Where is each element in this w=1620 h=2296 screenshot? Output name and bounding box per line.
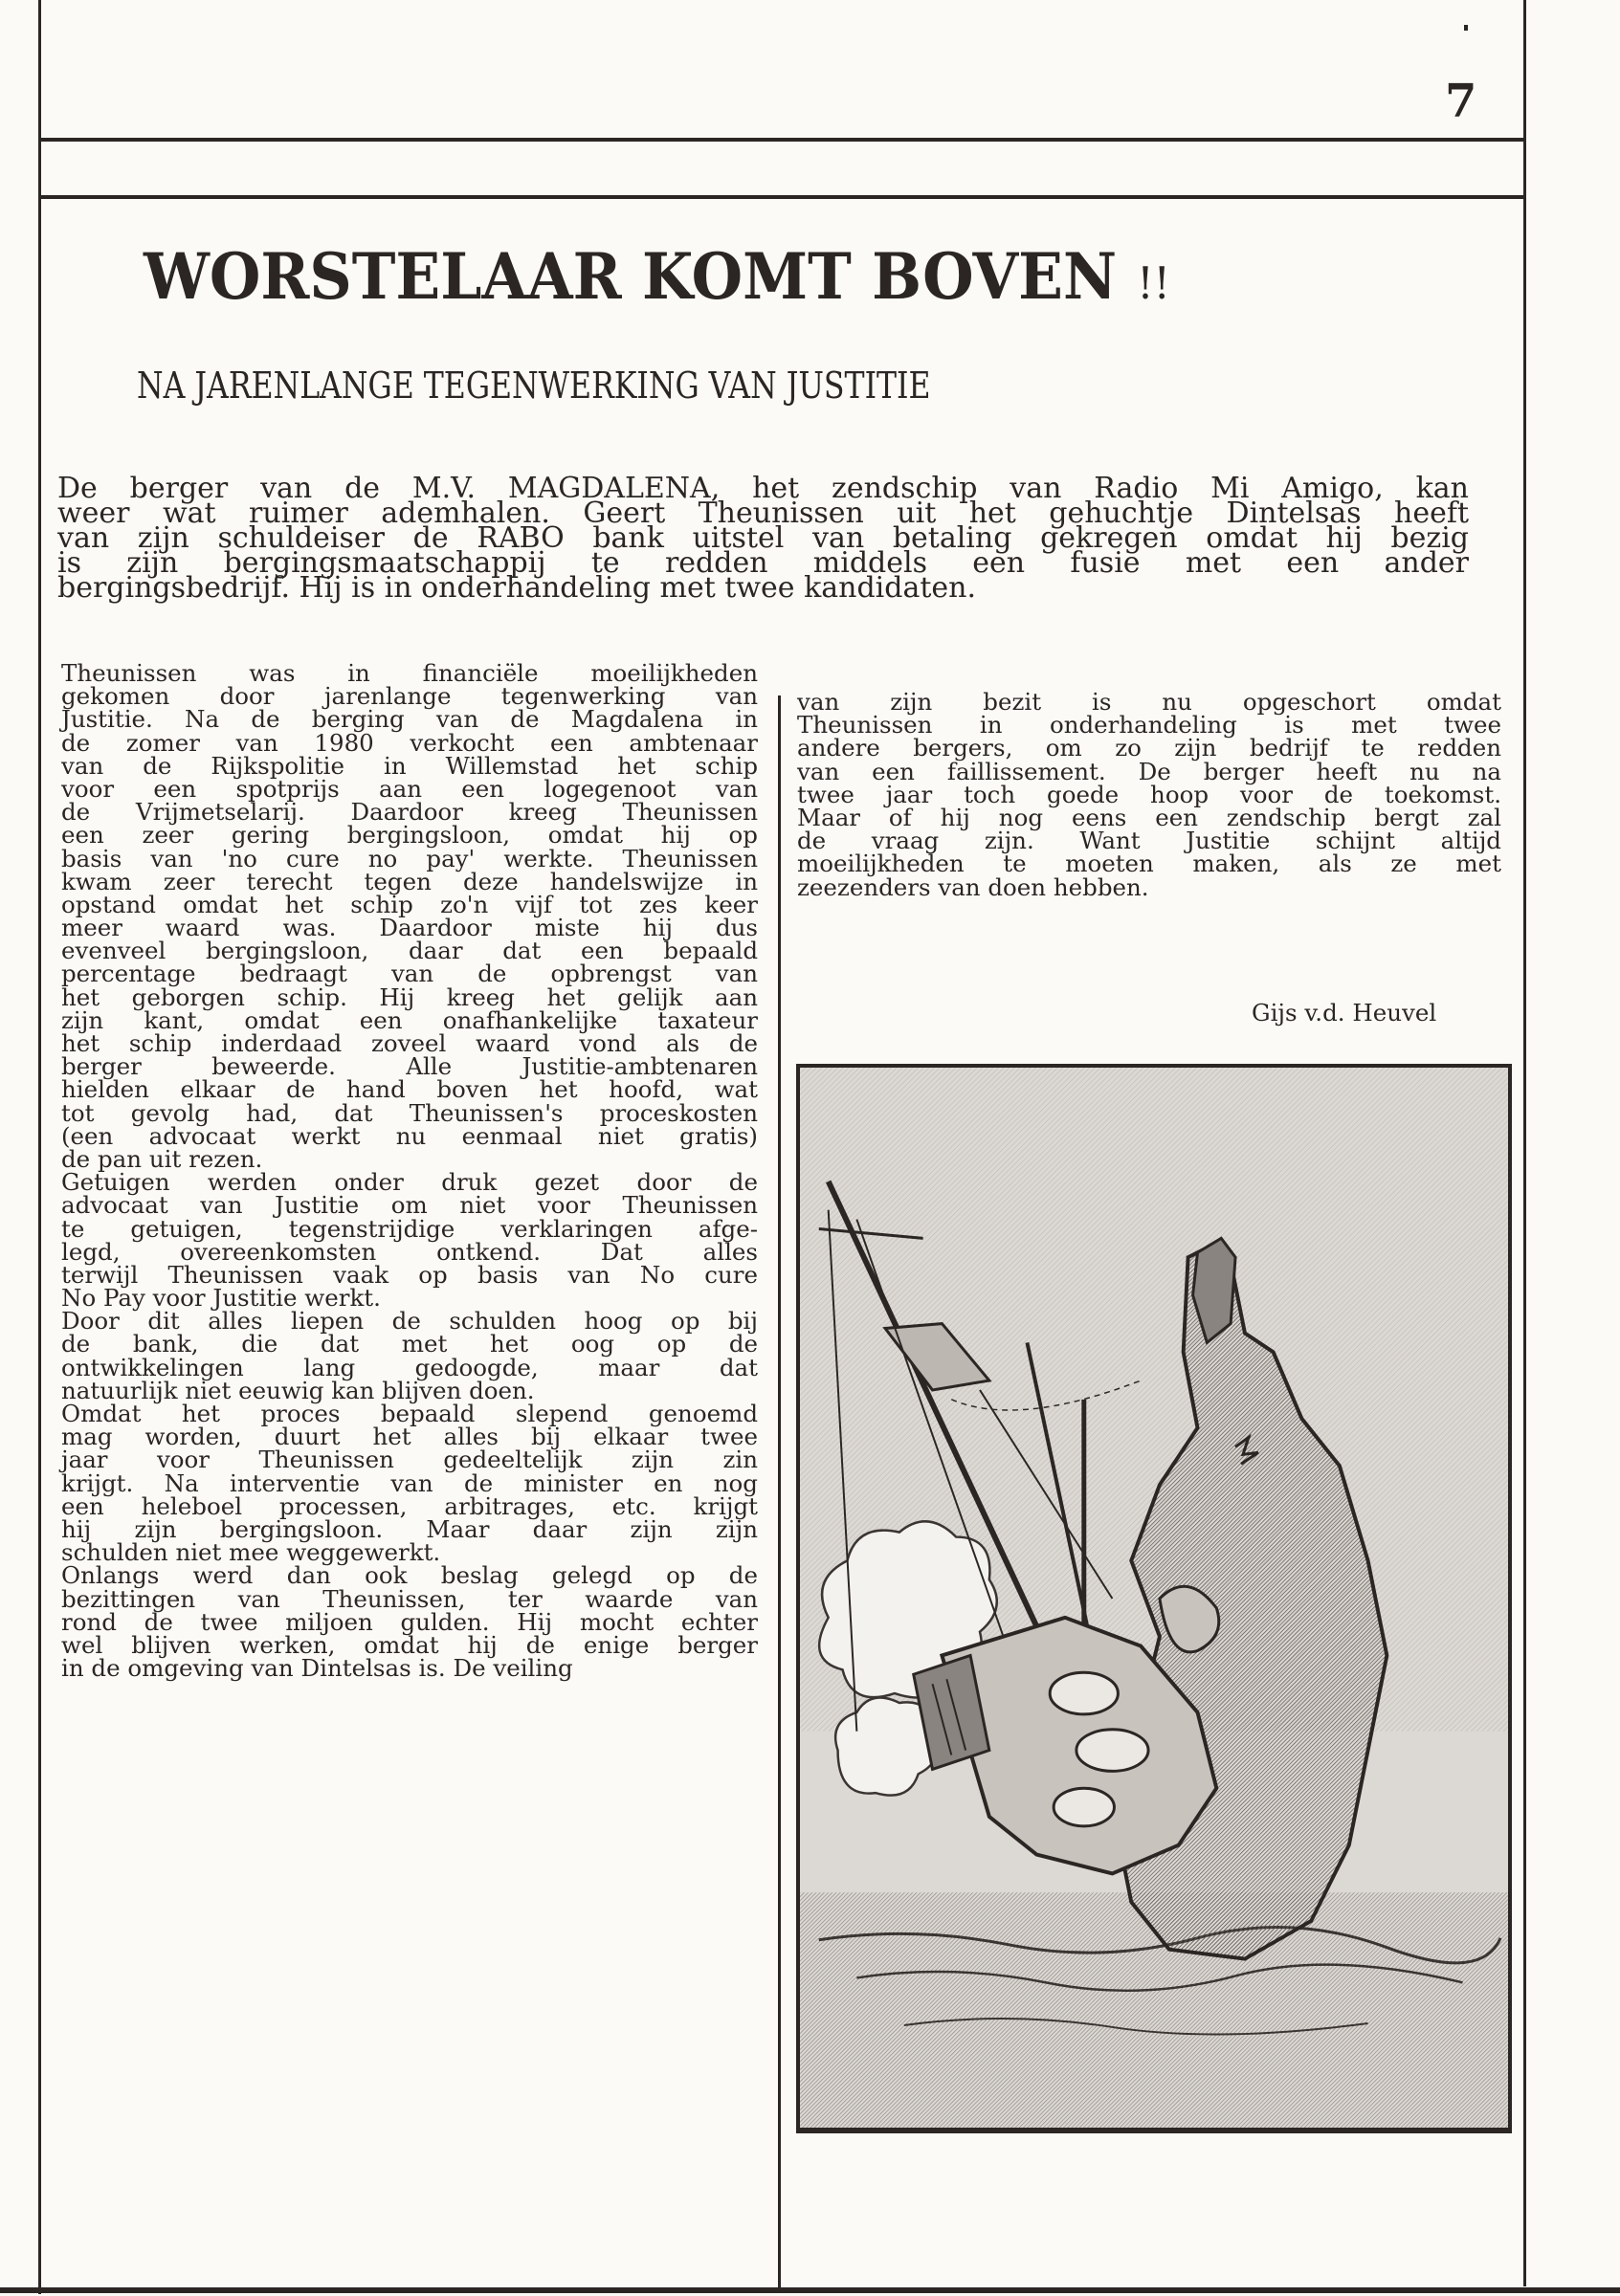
right-column-line: twee jaar toch goede hoop voor de toekomst.	[797, 780, 1501, 808]
left-column-line: tot gevolg had, dat Theunissen's proceskosten	[61, 1098, 758, 1127]
article-column-left	[61, 659, 758, 1683]
left-column-line: Onlangs werd dan ook beslag gelegd op de	[61, 1561, 758, 1590]
left-column-line: basis van 'no cure no pay' werkte. Theunissen	[61, 844, 758, 872]
header-rule-top	[38, 138, 1526, 142]
print-speck	[1464, 25, 1468, 31]
left-column-line: de Vrijmetselarij. Daardoor kreeg Theunissen	[61, 798, 758, 827]
lead-line: is zijn bergingsmaatschappij te redden middels een fusie met een ander	[57, 546, 1469, 580]
left-column-line: ontwikkelingen lang gedoogde, maar dat	[61, 1353, 758, 1381]
right-column-line: van een faillissement. De berger heeft nu na	[797, 757, 1501, 785]
shipwreck-cartoon-image	[800, 1068, 1508, 2128]
left-column-line: van de Rijkspolitie in Willemstad het schip	[61, 751, 758, 780]
left-column-line: Omdat het proces bepaald slepend genoemd	[61, 1400, 758, 1427]
left-column-line: zijn kant, omdat een onafhankelijke taxateur	[61, 1005, 758, 1034]
header-rule-bottom	[38, 195, 1526, 199]
footer-rule	[0, 2287, 1620, 2293]
left-column-line: percentage bedraagt van de opbrengst van	[61, 960, 758, 988]
page-border-left	[38, 0, 41, 2294]
left-column-line: Theunissen was in financiële moeilijkheden	[61, 659, 758, 687]
left-column-line: rond de twee miljoen gulden. Hij mocht echter	[61, 1607, 758, 1636]
right-column-line: de vraag zijn. Want Justitie schijnt altijd	[797, 827, 1501, 855]
left-column-line: in de omgeving van Dintelsas is. De veiling	[61, 1654, 573, 1683]
right-column-line: moeilijkheden te moeten maken, als ze met	[797, 850, 1501, 878]
left-column-line: opstand omdat het schip zo'n vijf tot zes keer	[61, 890, 758, 918]
left-column-line: hielden elkaar de hand boven het hoofd, wat	[61, 1075, 758, 1104]
left-column-line: wel blijven werken, omdat hij de enige berger	[61, 1630, 758, 1659]
left-column-line: een heleboel processen, arbitrages, etc. krijgt	[61, 1491, 758, 1520]
left-column-line: terwijl Theunissen vaak op basis van No cure	[61, 1260, 758, 1289]
headline-text: WORSTELAAR KOMT BOVEN	[144, 239, 1118, 314]
left-column-line: No Pay voor Justitie werkt.	[61, 1284, 381, 1313]
left-column-line: de pan uit rezen.	[61, 1144, 263, 1173]
left-column-line: te getuigen, tegenstrijdige verklaringen afge-	[61, 1214, 758, 1243]
left-column-line: berger beweerde. Alle Justitie-ambtenaren	[61, 1052, 758, 1081]
page-number: 7	[1445, 75, 1477, 128]
lead-line: weer wat ruimer ademhalen. Geert Theunissen uit het gehuchtje Dintelsas heeft	[57, 497, 1469, 530]
article-headline	[144, 239, 1389, 314]
left-column-line: bezittingen van Theunissen, ter waarde van	[61, 1584, 758, 1613]
lead-line: De berger van de M.V. MAGDALENA, het zendschip van Radio Mi Amigo, kan	[57, 472, 1469, 505]
left-column-line: legd, overeenkomsten ontkend. Dat alles	[61, 1237, 758, 1266]
left-column-line: natuurlijk niet eeuwig kan blijven doen.	[61, 1376, 535, 1404]
left-column-line: Justitie. Na de berging van de Magdalena in	[61, 705, 758, 734]
left-column-line: de bank, die dat met het oog op de	[61, 1330, 758, 1358]
left-column-line: (een advocaat werkt nu eenmaal niet gratis)	[61, 1121, 758, 1150]
left-column-line: jaar voor Theunissen gedeeltelijk zijn zin	[61, 1446, 758, 1474]
article-illustration	[796, 1064, 1512, 2133]
left-column-line: advocaat van Justitie om niet voor Theunissen	[61, 1191, 758, 1220]
left-column-line: het geborgen schip. Hij kreeg het gelijk aan	[61, 982, 758, 1011]
left-column-line: een zeer gering bergingsloon, omdat hij op	[61, 821, 758, 850]
left-column-line: gekomen door jarenlange tegenwerking van	[61, 682, 758, 711]
headline-exclamation: !!	[1137, 257, 1170, 309]
lead-line: bergingsbedrijf. Hij is in onderhandeling met twee kandidaten.	[57, 571, 977, 605]
article-lead-paragraph	[57, 472, 1469, 605]
right-column-line: Theunissen in onderhandeling is met twee	[797, 711, 1501, 740]
left-column-line: meer waard was. Daardoor miste hij dus	[61, 914, 758, 942]
left-column-line: het schip inderdaad zoveel waard vond als de	[61, 1029, 758, 1057]
left-column-line: evenveel bergingsloon, daar dat een bepaald	[61, 937, 758, 965]
column-divider	[778, 695, 781, 2291]
left-column-line: hij zijn bergingsloon. Maar daar zijn zijn	[61, 1514, 758, 1543]
right-column-line: zeezenders van doen hebben.	[797, 872, 1149, 901]
left-column-line: mag worden, duurt het alles bij elkaar twee	[61, 1423, 758, 1451]
article-subheadline: NA JARENLANGE TEGENWERKING VAN JUSTITIE	[137, 364, 931, 407]
left-column-line: krijgt. Na interventie van de minister en nog	[61, 1468, 758, 1497]
page-border-right	[1523, 0, 1526, 2286]
left-column-line: kwam zeer terecht tegen deze handelswijze in	[61, 867, 758, 895]
left-column-line: de zomer van 1980 verkocht een ambtenaar	[61, 728, 758, 757]
right-column-line: Maar of hij nog eens een zendschip bergt zal	[797, 803, 1501, 831]
left-column-line: voor een spotprijs aan een logegenoot van	[61, 774, 758, 803]
right-column-line: van zijn bezit is nu opgeschort omdat	[797, 688, 1501, 716]
right-column-line: andere bergers, om zo zijn bedrijf te redden	[797, 734, 1501, 762]
lead-line: van zijn schuldeiser de RABO bank uitstel van betaling gekregen omdat hij bezig	[57, 521, 1469, 555]
left-column-line: Getuigen werden onder druk gezet door de	[61, 1168, 758, 1197]
article-column-right	[797, 688, 1501, 901]
left-column-line: Door dit alles liepen de schulden hoog op bij	[61, 1307, 758, 1336]
author-byline: Gijs v.d. Heuvel	[1252, 999, 1437, 1027]
left-column-line: schulden niet mee weggewerkt.	[61, 1538, 441, 1567]
